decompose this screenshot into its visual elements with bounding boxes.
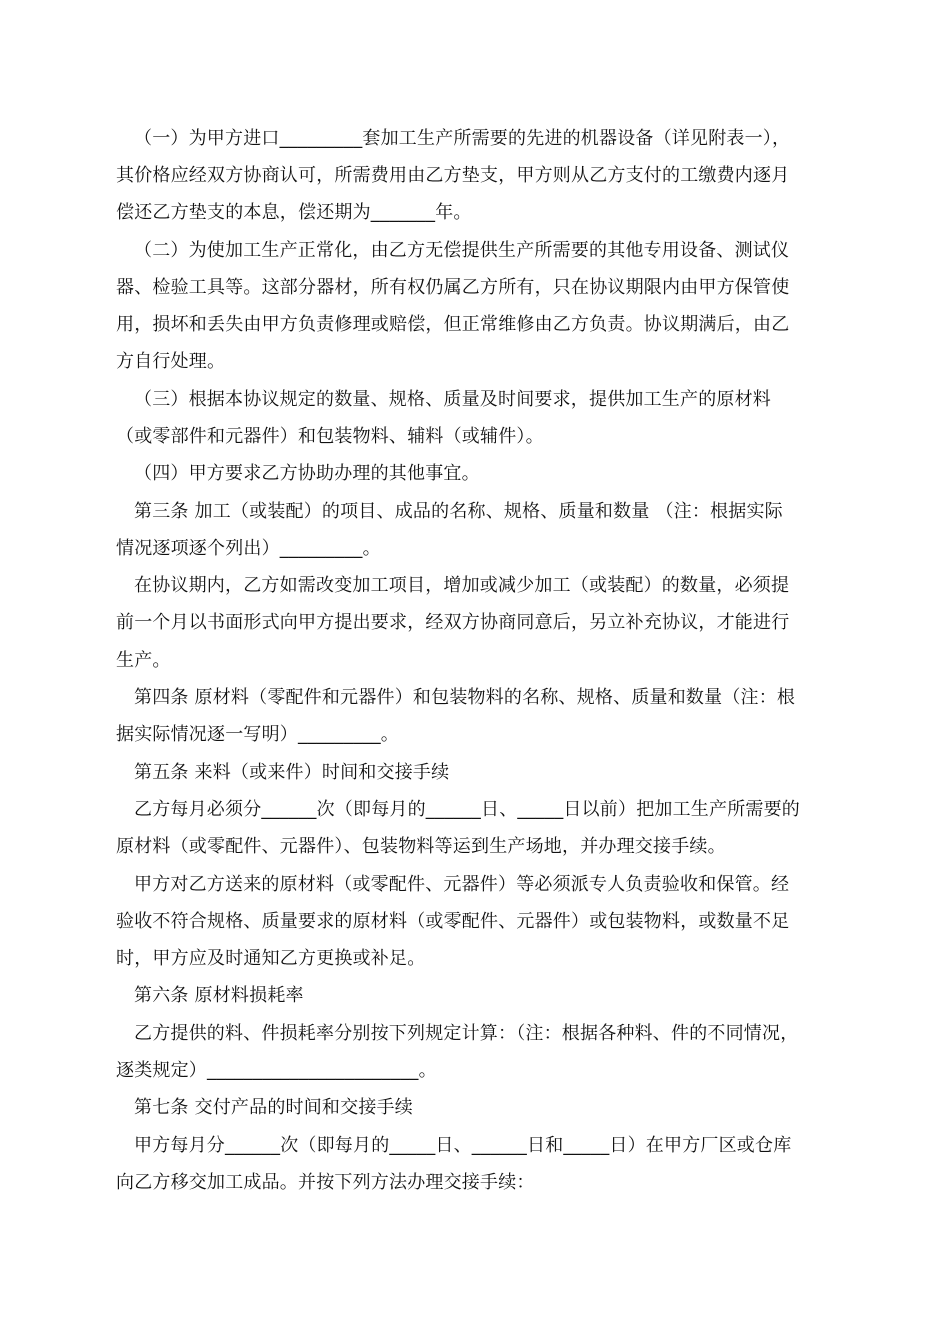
text-line: 据实际情况逐一写明）_________。 (116, 724, 399, 745)
text-line: 原材料（或零配件、元器件）、包装物料等运到生产场地，并办理交接手续。 (116, 836, 726, 857)
text-line: 其价格应经双方协商认可，所需费用由乙方垫支，甲方则从乙方支付的工缴费内逐月 (116, 165, 790, 186)
text-line: 前一个月以书面形式向甲方提出要求，经双方协商同意后，另立补充协议，才能进行 (116, 612, 790, 633)
text-line: 用，损坏和丢失由甲方负责修理或赔偿，但正常维修由乙方负责。协议期满后，由乙 (116, 314, 790, 335)
text-line: （一）为甲方进口_________套加工生产所需要的先进的机器设备（详见附表一）， (134, 128, 791, 149)
text-line: 时，甲方应及时通知乙方更换或补足。 (116, 948, 426, 969)
text-line: 第六条 原材料损耗率 (134, 985, 304, 1006)
text-line: 偿还乙方垫支的本息，偿还期为_______年。 (116, 202, 472, 223)
text-line: （或零部件和元器件）和包装物料、辅料（或辅件）。 (116, 426, 544, 447)
text-line: 器、检验工具等。这部分器材，所有权仍属乙方所有，只在协议期限内由甲方保管使 (116, 277, 790, 298)
text-line: 乙方每月必须分______次（即每月的______日、_____日以前）把加工生产所需要的 (134, 799, 800, 820)
text-line: 第五条 来料（或来件）时间和交接手续 (134, 762, 450, 783)
text-line: （四）甲方要求乙方协助办理的其他事宜。 (134, 463, 480, 484)
text-line: 方自行处理。 (116, 351, 226, 372)
text-line: 第三条 加工（或装配）的项目、成品的名称、规格、质量和数量 （注：根据实际 (134, 501, 783, 522)
text-line: 甲方每月分______次（即每月的_____日、______日和_____日）在甲方厂区或仓库 (134, 1135, 792, 1156)
text-line: 验收不符合规格、质量要求的原材料（或零配件、元器件）或包装物料，或数量不足 (116, 911, 790, 932)
text-line: （二）为使加工生产正常化，由乙方无偿提供生产所需要的其他专用设备、测试仪 (134, 240, 790, 261)
text-line: 逐类规定）_______________________。 (116, 1060, 437, 1081)
text-line: 第七条 交付产品的时间和交接手续 (134, 1097, 413, 1118)
text-line: 在协议期内，乙方如需改变加工项目，增加或减少加工（或装配）的数量，必须提 (134, 575, 790, 596)
text-line: 生产。 (116, 650, 171, 671)
text-line: 第四条 原材料（零配件和元器件）和包装物料的名称、规格、质量和数量（注：根 (134, 687, 796, 708)
text-line: （三）根据本协议规定的数量、规格、质量及时间要求，提供加工生产的原材料 (134, 389, 771, 410)
text-line: 向乙方移交加工成品。并按下列方法办理交接手续： (116, 1172, 535, 1193)
text-line: 甲方对乙方送来的原材料（或零配件、元器件）等必须派专人负责验收和保管。经 (134, 874, 790, 895)
text-line: 情况逐项逐个列出）_________。 (116, 538, 381, 559)
text-line: 乙方提供的料、件损耗率分别按下列规定计算：（注：根据各种料、件的不同情况， (134, 1023, 799, 1044)
